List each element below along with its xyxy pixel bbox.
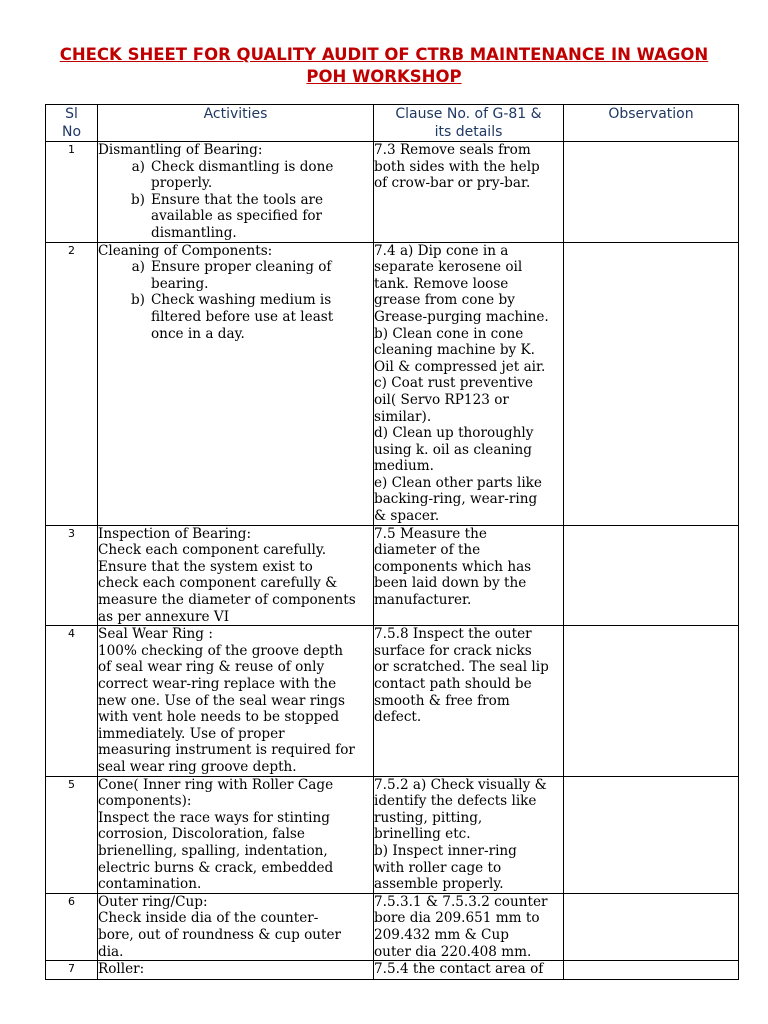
clause-line: brinelling etc.: [374, 826, 471, 843]
sub-item-label: a): [131, 259, 145, 276]
clause-line: e) Clean other parts like: [374, 474, 542, 491]
table-body: [46, 142, 739, 980]
sub-item-text: [151, 292, 373, 342]
clause-cell: [374, 893, 564, 960]
clause-line: defect.: [374, 709, 422, 726]
clause-cell: [374, 525, 564, 626]
sl-no-cell: 4: [46, 626, 98, 776]
activity-line: Seal Wear Ring :: [98, 626, 213, 643]
clause-line: 7.5.2 a) Check visually &: [374, 776, 547, 793]
activity-line: Ensure that the system exist to: [98, 558, 313, 575]
table-row: [46, 776, 739, 893]
activity-line: Check each component carefully.: [98, 542, 327, 559]
clause-line: grease from cone by: [374, 292, 515, 309]
sl-no-cell: 7: [46, 961, 98, 980]
title-line-1: CHECK SHEET FOR QUALITY AUDIT OF CTRB MAINTENANCE IN WAGON: [59, 45, 709, 64]
activity-line: measure the diameter of components: [98, 592, 356, 609]
activity-line: as per annexure VI: [98, 608, 230, 625]
clause-line: of crow-bar or pry-bar.: [374, 175, 531, 192]
clause-line: b) Clean cone in cone: [374, 325, 524, 342]
activity-line: Dismantling of Bearing:: [98, 142, 263, 158]
table-row: [46, 142, 739, 243]
observation-cell[interactable]: [564, 242, 739, 525]
activity-line: of seal wear ring & reuse of only: [98, 659, 325, 676]
clause-cell: [374, 961, 564, 980]
sub-item-line: Check washing medium is: [151, 292, 332, 309]
clause-line: with roller cage to: [374, 859, 502, 876]
observation-cell[interactable]: [564, 961, 739, 980]
clause-cell: [374, 242, 564, 525]
sub-item-label: b): [130, 191, 145, 208]
activity-line: Cone( Inner ring with Roller Cage: [98, 776, 334, 793]
header-clause: [374, 105, 564, 142]
activity-sub-item: [98, 292, 373, 342]
activity-line: dia.: [98, 943, 124, 960]
clause-line: rusting, pitting,: [374, 809, 483, 826]
activity-line: electric burns & crack, embedded: [98, 859, 334, 876]
clause-line: Oil & compressed jet air.: [374, 358, 546, 375]
activity-line: seal wear ring groove depth.: [98, 758, 297, 775]
table-row: [46, 525, 739, 626]
clause-line: medium.: [374, 458, 434, 475]
sl-no-cell: 2: [46, 242, 98, 525]
clause-line: manufacturer.: [374, 592, 472, 609]
observation-cell[interactable]: [564, 142, 739, 243]
table-row: [46, 893, 739, 960]
activity-cell: [98, 142, 374, 243]
check-sheet-table: [45, 104, 739, 980]
clause-line: components which has: [374, 558, 532, 575]
clause-line: 7.5.3.1 & 7.5.3.2 counter: [374, 893, 548, 910]
page-title: [0, 44, 768, 88]
clause-line: Grease-purging machine.: [374, 308, 549, 325]
sub-item-line: Ensure that the tools are: [151, 191, 324, 208]
sub-item-text: [151, 192, 373, 242]
sub-item-line: bearing.: [151, 275, 209, 292]
clause-line: 7.5 Measure the: [374, 525, 487, 542]
clause-line: tank. Remove loose: [374, 275, 509, 292]
sub-item-line: dismantling.: [151, 224, 237, 241]
clause-line: diameter of the: [374, 542, 481, 559]
activity-line: Outer ring/Cup:: [98, 893, 208, 910]
sl-no-cell: 3: [46, 525, 98, 626]
clause-line: assemble properly.: [374, 876, 504, 893]
sub-item-line: properly.: [151, 175, 213, 192]
header-sl-line1: Sl: [65, 106, 78, 122]
sub-item-label: b): [130, 292, 145, 309]
sub-item-line: Check dismantling is done: [151, 158, 334, 175]
clause-line: d) Clean up thoroughly: [374, 425, 534, 442]
activity-sub-item: [98, 259, 373, 292]
activity-sub-item: [98, 159, 373, 192]
header-clause-line2: its details: [434, 124, 503, 140]
sub-item-line: Ensure proper cleaning of: [151, 259, 332, 276]
clause-line: c) Coat rust preventive: [374, 375, 533, 392]
activity-cell: [98, 525, 374, 626]
activity-line: brienelling, spalling, indentation,: [98, 842, 328, 859]
table-row: [46, 242, 739, 525]
activity-cell: [98, 893, 374, 960]
sub-item-label: a): [131, 158, 145, 175]
clause-line: 7.5.8 Inspect the outer: [374, 626, 532, 643]
activity-line: new one. Use of the seal wear rings: [98, 692, 345, 709]
sub-item-line: once in a day.: [151, 325, 245, 342]
observation-cell[interactable]: [564, 626, 739, 776]
header-clause-line1: Clause No. of G-81 &: [395, 106, 542, 122]
clause-line: both sides with the help: [374, 158, 540, 175]
header-row: [46, 105, 739, 142]
clause-line: smooth & free from: [374, 692, 510, 709]
activity-sub-item: [98, 192, 373, 242]
sub-item-text: [151, 159, 373, 192]
observation-cell[interactable]: [564, 893, 739, 960]
activity-line: Roller:: [98, 961, 145, 978]
sub-item-line: filtered before use at least: [151, 308, 334, 325]
table-row: [46, 626, 739, 776]
clause-line: 7.4 a) Dip cone in a: [374, 242, 509, 259]
header-observation: Observation: [564, 105, 739, 142]
clause-cell: [374, 776, 564, 893]
activity-line: correct wear-ring replace with the: [98, 676, 337, 692]
clause-line: separate kerosene oil: [374, 259, 523, 276]
sub-item-text: [151, 259, 373, 292]
clause-cell: [374, 142, 564, 243]
clause-line: similar).: [374, 408, 432, 425]
activity-cell: [98, 626, 374, 776]
clause-line: contact path should be: [374, 676, 532, 692]
clause-line: backing-ring, wear-ring: [374, 491, 538, 508]
activity-cell: [98, 961, 374, 980]
activity-line: with vent hole needs to be stopped: [98, 709, 340, 726]
sl-no-cell: 5: [46, 776, 98, 893]
activity-line: 100% checking of the groove depth: [98, 642, 343, 659]
activity-line: bore, out of roundness & cup outer: [98, 926, 342, 943]
observation-cell[interactable]: [564, 776, 739, 893]
activity-line: Cleaning of Components:: [98, 242, 273, 259]
activity-line: Inspection of Bearing:: [98, 525, 252, 542]
clause-line: outer dia 220.408 mm.: [374, 943, 532, 960]
activity-cell: [98, 242, 374, 525]
header-activities: Activities: [98, 105, 374, 142]
activity-line: Check inside dia of the counter-: [98, 910, 319, 927]
sub-item-line: available as specified for: [151, 208, 323, 225]
title-line-2: POH WORKSHOP: [306, 67, 462, 86]
clause-line: oil( Servo RP123 or: [374, 391, 509, 408]
clause-line: 209.432 mm & Cup: [374, 926, 509, 943]
clause-line: or scratched. The seal lip: [374, 659, 549, 676]
clause-line: cleaning machine by K.: [374, 342, 536, 359]
activity-line: corrosion, Discoloration, false: [98, 826, 305, 843]
activity-line: immediately. Use of proper: [98, 725, 285, 742]
header-sl-line2: No: [61, 124, 82, 140]
clause-line: 7.3 Remove seals from: [374, 142, 531, 158]
clause-line: bore dia 209.651 mm to: [374, 910, 540, 927]
clause-line: been laid down by the: [374, 575, 527, 592]
activity-line: components):: [98, 793, 192, 810]
activity-line: contamination.: [98, 876, 202, 893]
clause-line: identify the defects like: [374, 793, 537, 810]
clause-cell: [374, 626, 564, 776]
header-sl-no: [46, 105, 98, 142]
clause-line: surface for crack nicks: [374, 642, 532, 659]
clause-line: 7.5.4 the contact area of: [374, 961, 544, 978]
activity-line: measuring instrument is required for: [98, 742, 355, 759]
activity-line: check each component carefully &: [98, 575, 338, 592]
activity-line: Inspect the race ways for stinting: [98, 809, 330, 826]
sl-no-cell: 1: [46, 142, 98, 243]
clause-line: using k. oil as cleaning: [374, 441, 533, 458]
table-row: [46, 961, 739, 980]
observation-cell[interactable]: [564, 525, 739, 626]
activity-cell: [98, 776, 374, 893]
clause-line: b) Inspect inner-ring: [374, 842, 517, 859]
clause-line: & spacer.: [374, 508, 440, 525]
sl-no-cell: 6: [46, 893, 98, 960]
